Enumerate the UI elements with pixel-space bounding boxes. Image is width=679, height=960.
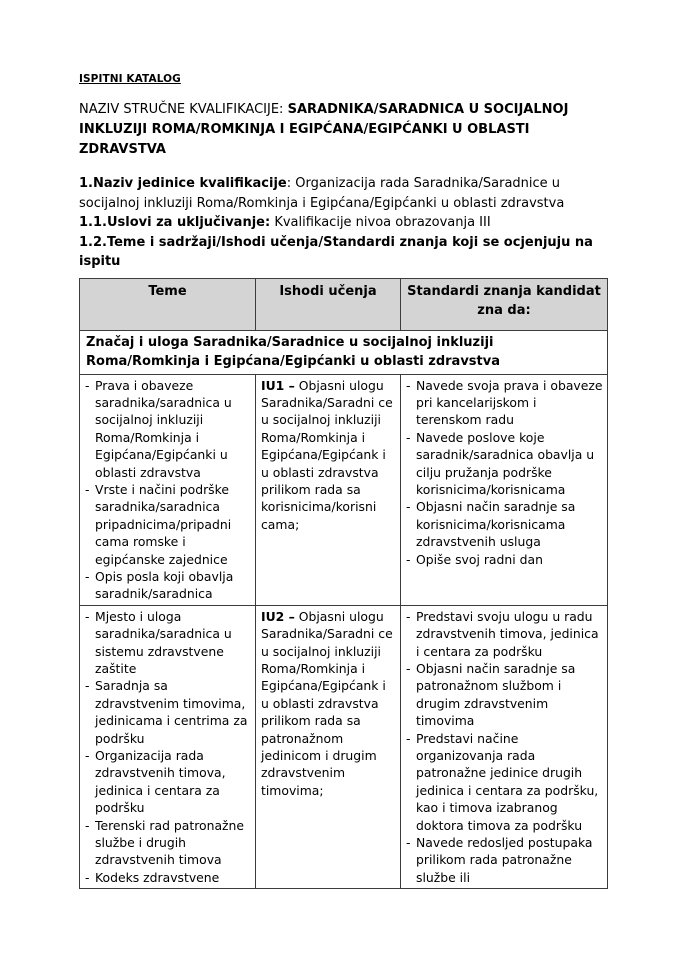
table-body: [80, 330, 608, 889]
standards-list-row2: [406, 608, 603, 887]
outcome-tag: IU1 –: [261, 377, 295, 393]
outcome-text-row1: [261, 377, 396, 534]
column-header-standards: Standardi znanja kandidat zna da:: [401, 278, 608, 330]
cell-outcome: [256, 374, 401, 605]
list-item: - Organizacija rada zdravstvenih timova, jedinica i centara za podršku: [85, 747, 251, 817]
list-item: - Navede svoja prava i obaveze pri kancelarijskom i terenskom radu: [406, 377, 603, 429]
exam-catalog-table: [79, 278, 608, 890]
outcome-description: Objasni ulogu Saradnika/Saradni ce u socijalnoj inkluziji Roma/Romkinja i Egipćana/Egipćank i u oblasti zdravstva prilikom rada sa patronažnom jedinicom i drugim zdravstvenim timovima;: [261, 608, 393, 798]
list-item: - Objasni način saradnje sa patronažnom službom i drugim zdravstvenim timovima: [406, 660, 603, 730]
list-item: - Mjesto i uloga saradnika/saradnica u sistemu zdravstvene zaštite: [85, 608, 251, 678]
cell-themes: [80, 605, 256, 889]
metadata-block: [79, 174, 604, 272]
table-header-row: [80, 278, 608, 330]
list-item: - Predstavi načine organizovanja rada patronažne jedinice drugih jedinica i centara za podršku, kao i timova izabranog doktora timova za podršku: [406, 730, 603, 834]
outcome-tag: IU2 –: [261, 608, 295, 624]
section-title: Značaj i uloga Saradnika/Saradnice u socijalnoj inkluziji Roma/Romkinja i Egipćana/Egipćanki u oblasti zdravstva: [80, 330, 608, 374]
table-header: [80, 278, 608, 330]
unit-name-label: 1.Naziv jedinice kvalifikacije: [79, 176, 287, 191]
cell-themes: [80, 374, 256, 605]
list-item: - Terenski rad patronažne službe i drugih zdravstvenih timova: [85, 817, 251, 869]
topics-line: [79, 233, 604, 272]
column-header-outcomes: Ishodi učenja: [256, 278, 401, 330]
document-label: ISPITNI KATALOG: [79, 73, 181, 85]
column-header-themes: Teme: [80, 278, 256, 330]
qualification-title-name: SARADNIKA/SARADNICA U SOCIJALNOJ INKLUZIJI ROMA/ROMKINJA I EGIPĆANA/EGIPĆANKI U OBLASTI ZDRAVSTVA: [79, 102, 569, 157]
list-item: - Opiše svoj radni dan: [406, 551, 603, 568]
table-section-title-row: [80, 330, 608, 374]
unit-name-value: : Organizacija rada Saradnika/Saradnice u socijalnoj inkluziji Roma/Romkinja i Egipćana/Egipćanki u oblasti zdravstva: [79, 176, 565, 211]
list-item: - Navede redosljed postupaka prilikom rada patronažne službe ili: [406, 834, 603, 886]
table-row: [80, 374, 608, 605]
table-row: [80, 605, 608, 889]
cell-standards: [401, 374, 608, 605]
qualification-title-lead: NAZIV STRUČNE KVALIFIKACIJE:: [79, 102, 288, 117]
outcome-text-row2: [261, 608, 396, 799]
cell-outcome: [256, 605, 401, 889]
list-item: - Navede poslove koje saradnik/saradnica obavlja u cilju pružanja podrške korisnicima/korisnicama: [406, 429, 603, 499]
conditions-value: Kvalifikacije nivoa obrazovanja III: [270, 215, 491, 230]
topics-label: 1.2.Teme i sadržaji/Ishodi učenja/Standardi znanja koji se ocjenjuju na ispitu: [79, 234, 593, 269]
themes-list-row2: [85, 608, 251, 887]
list-item: - Saradnja sa zdravstvenim timovima, jedinicama i centrima za podršku: [85, 677, 251, 747]
conditions-line: [79, 213, 604, 233]
list-item: - Kodeks zdravstvene: [85, 869, 251, 886]
list-item: - Prava i obaveze saradnika/saradnica u socijalnoj inkluziji Roma/Romkinja i Egipćana/Egipćanki u oblasti zdravstva: [85, 377, 251, 481]
list-item: - Opis posla koji obavlja saradnik/saradnica: [85, 568, 251, 603]
cell-standards: [401, 605, 608, 889]
list-item: - Predstavi svoju ulogu u radu zdravstvenih timova, jedinica i centara za podršku: [406, 608, 603, 660]
list-item: - Vrste i načini podrške saradnika/saradnica pripadnicima/pripadni cama romske i egipćanske zajednice: [85, 481, 251, 568]
standards-list-row1: [406, 377, 603, 568]
unit-name-line: [79, 174, 604, 213]
qualification-title: [79, 100, 604, 160]
list-item: - Objasni način saradnje sa korisnicima/korisnicama zdravstvenih usluga: [406, 498, 603, 550]
themes-list-row1: [85, 377, 251, 603]
conditions-label: 1.1.Uslovi za uključivanje:: [79, 215, 271, 230]
outcome-description: Objasni ulogu Saradnika/Saradni ce u socijalnoj inkluziji Roma/Romkinja i Egipćana/Egipćank i u oblasti zdravstva prilikom rada sa korisnicima/korisni cama;: [261, 377, 393, 532]
